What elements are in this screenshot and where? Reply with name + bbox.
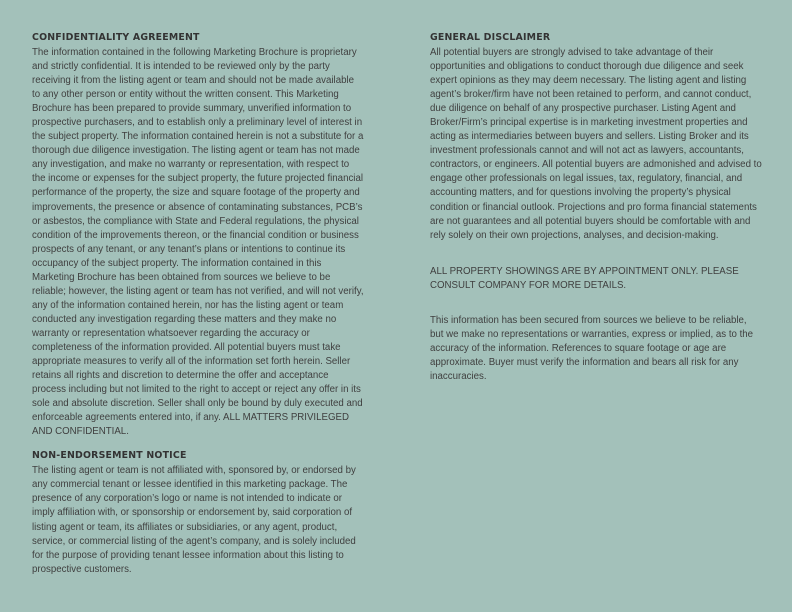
sources-notice: This information has been secured from sources we believe to be reliable, but we make no representations or warranties, express or implied, as to the accuracy of the information. References to square footage or age are approximate. Buyer must verify the information and bears all risk for any inaccuracies.: [430, 314, 754, 382]
disclaimer-body: All potential buyers are strongly advised to take advantage of their opportunities and obligations to conduct thorough due diligence and seek expert opinions as they may deem necessary. The listing agent and listing agent’s broker/firm have not been retained to perform, and cannot conduct, due diligence on behalf of any prospective purchaser. Listing Agent and Broker/Firm’s principal expertise is in marketing investment properties and acting as intermediaries between buyers and sellers. Listing Broker and its investment professionals cannot and will not act as lawyers, accountants, contractors, or engineers. All potential buyers are admonished and advised to engage other professionals on legal issues, tax, regulatory, financial, and accounting matters, and for questions involving the property’s physical condition or financial outlook. Projections and pro forma financial statements are not guarantees and all potential buyers should be comfortable with and rely solely on their own projections, analyses, and decision-making.: [430, 47, 762, 241]
confidentiality-body: The information contained in the following Marketing Brochure is proprietary and strictly confidential. It is intended to be reviewed only by the party receiving it from the listing agent or team and should not be made available to any other person or entity without the written consent. This Marketing Brochure has been prepared to provide summary, unverified information to prospective purchasers, and to establish only a preliminary level of interest in the subject property. The information contained herein is not a substitute for a thorough due diligence investigation. The listing agent or team has not made any investigation, and make no warranty or representation, with respect to the income or expenses for the subject property, the future projected financial performance of the property, the size and square footage of the property and improvements, the presence or absence of contaminating substances, PCB’s or asbestos, the compliance with State and Federal regulations, the physical condition of the improvements thereon, or the financial condition or business prospects of any tenant, or any tenant’s plans or intentions to continue its occupancy of the subject property. The information contained in this Marketing Brochure has been obtained from sources we believe to be reliable; however, the listing agent or team has not verified, and will not verify, any of the information contained herein, nor has the listing agent or team conducted any investigation regarding these matters and they make no warranty or representation whatsoever regarding the accuracy or completeness of the information provided. All potential buyers must take appropriate measures to verify all of the information set forth herein. Seller retains all rights and discretion to determine the offer and acceptance process including but not limited to the right to accept or reject any offer in its sole and absolute discretion. Seller shall only be bound by duly executed and enforceable agreements entered into, if any. ALL MATTERS PRIVILEGED AND CONFIDENTIAL.: [32, 47, 364, 438]
non-endorsement-heading: NON-ENDORSEMENT NOTICE: [32, 450, 187, 462]
disclaimer-heading: GENERAL DISCLAIMER: [430, 32, 551, 43]
showings-notice: ALL PROPERTY SHOWINGS ARE BY APPOINTMENT ONLY. PLEASE CONSULT COMPANY FOR MORE DETAILS.: [430, 265, 739, 291]
confidentiality-heading: CONFIDENTIALITY AGREEMENT: [32, 32, 200, 43]
non-endorsement-body: The listing agent or team is not affiliated with, sponsored by, or endorsed by any commercial tenant or lessee identified in this marketing package. The presence of any corporation’s logo or name is not intended to indicate or imply affiliation with, or sponsorship or endorsement by, said corporation of listing agent or team, its affiliates or subsidiaries, or any agent, product, service, or commercial listing of the agent’s company, and is solely included for the purpose of providing tenant lessee information about this listing to prospective customers.: [32, 465, 356, 575]
right-column: [430, 31, 762, 384]
left-column: [32, 31, 364, 577]
